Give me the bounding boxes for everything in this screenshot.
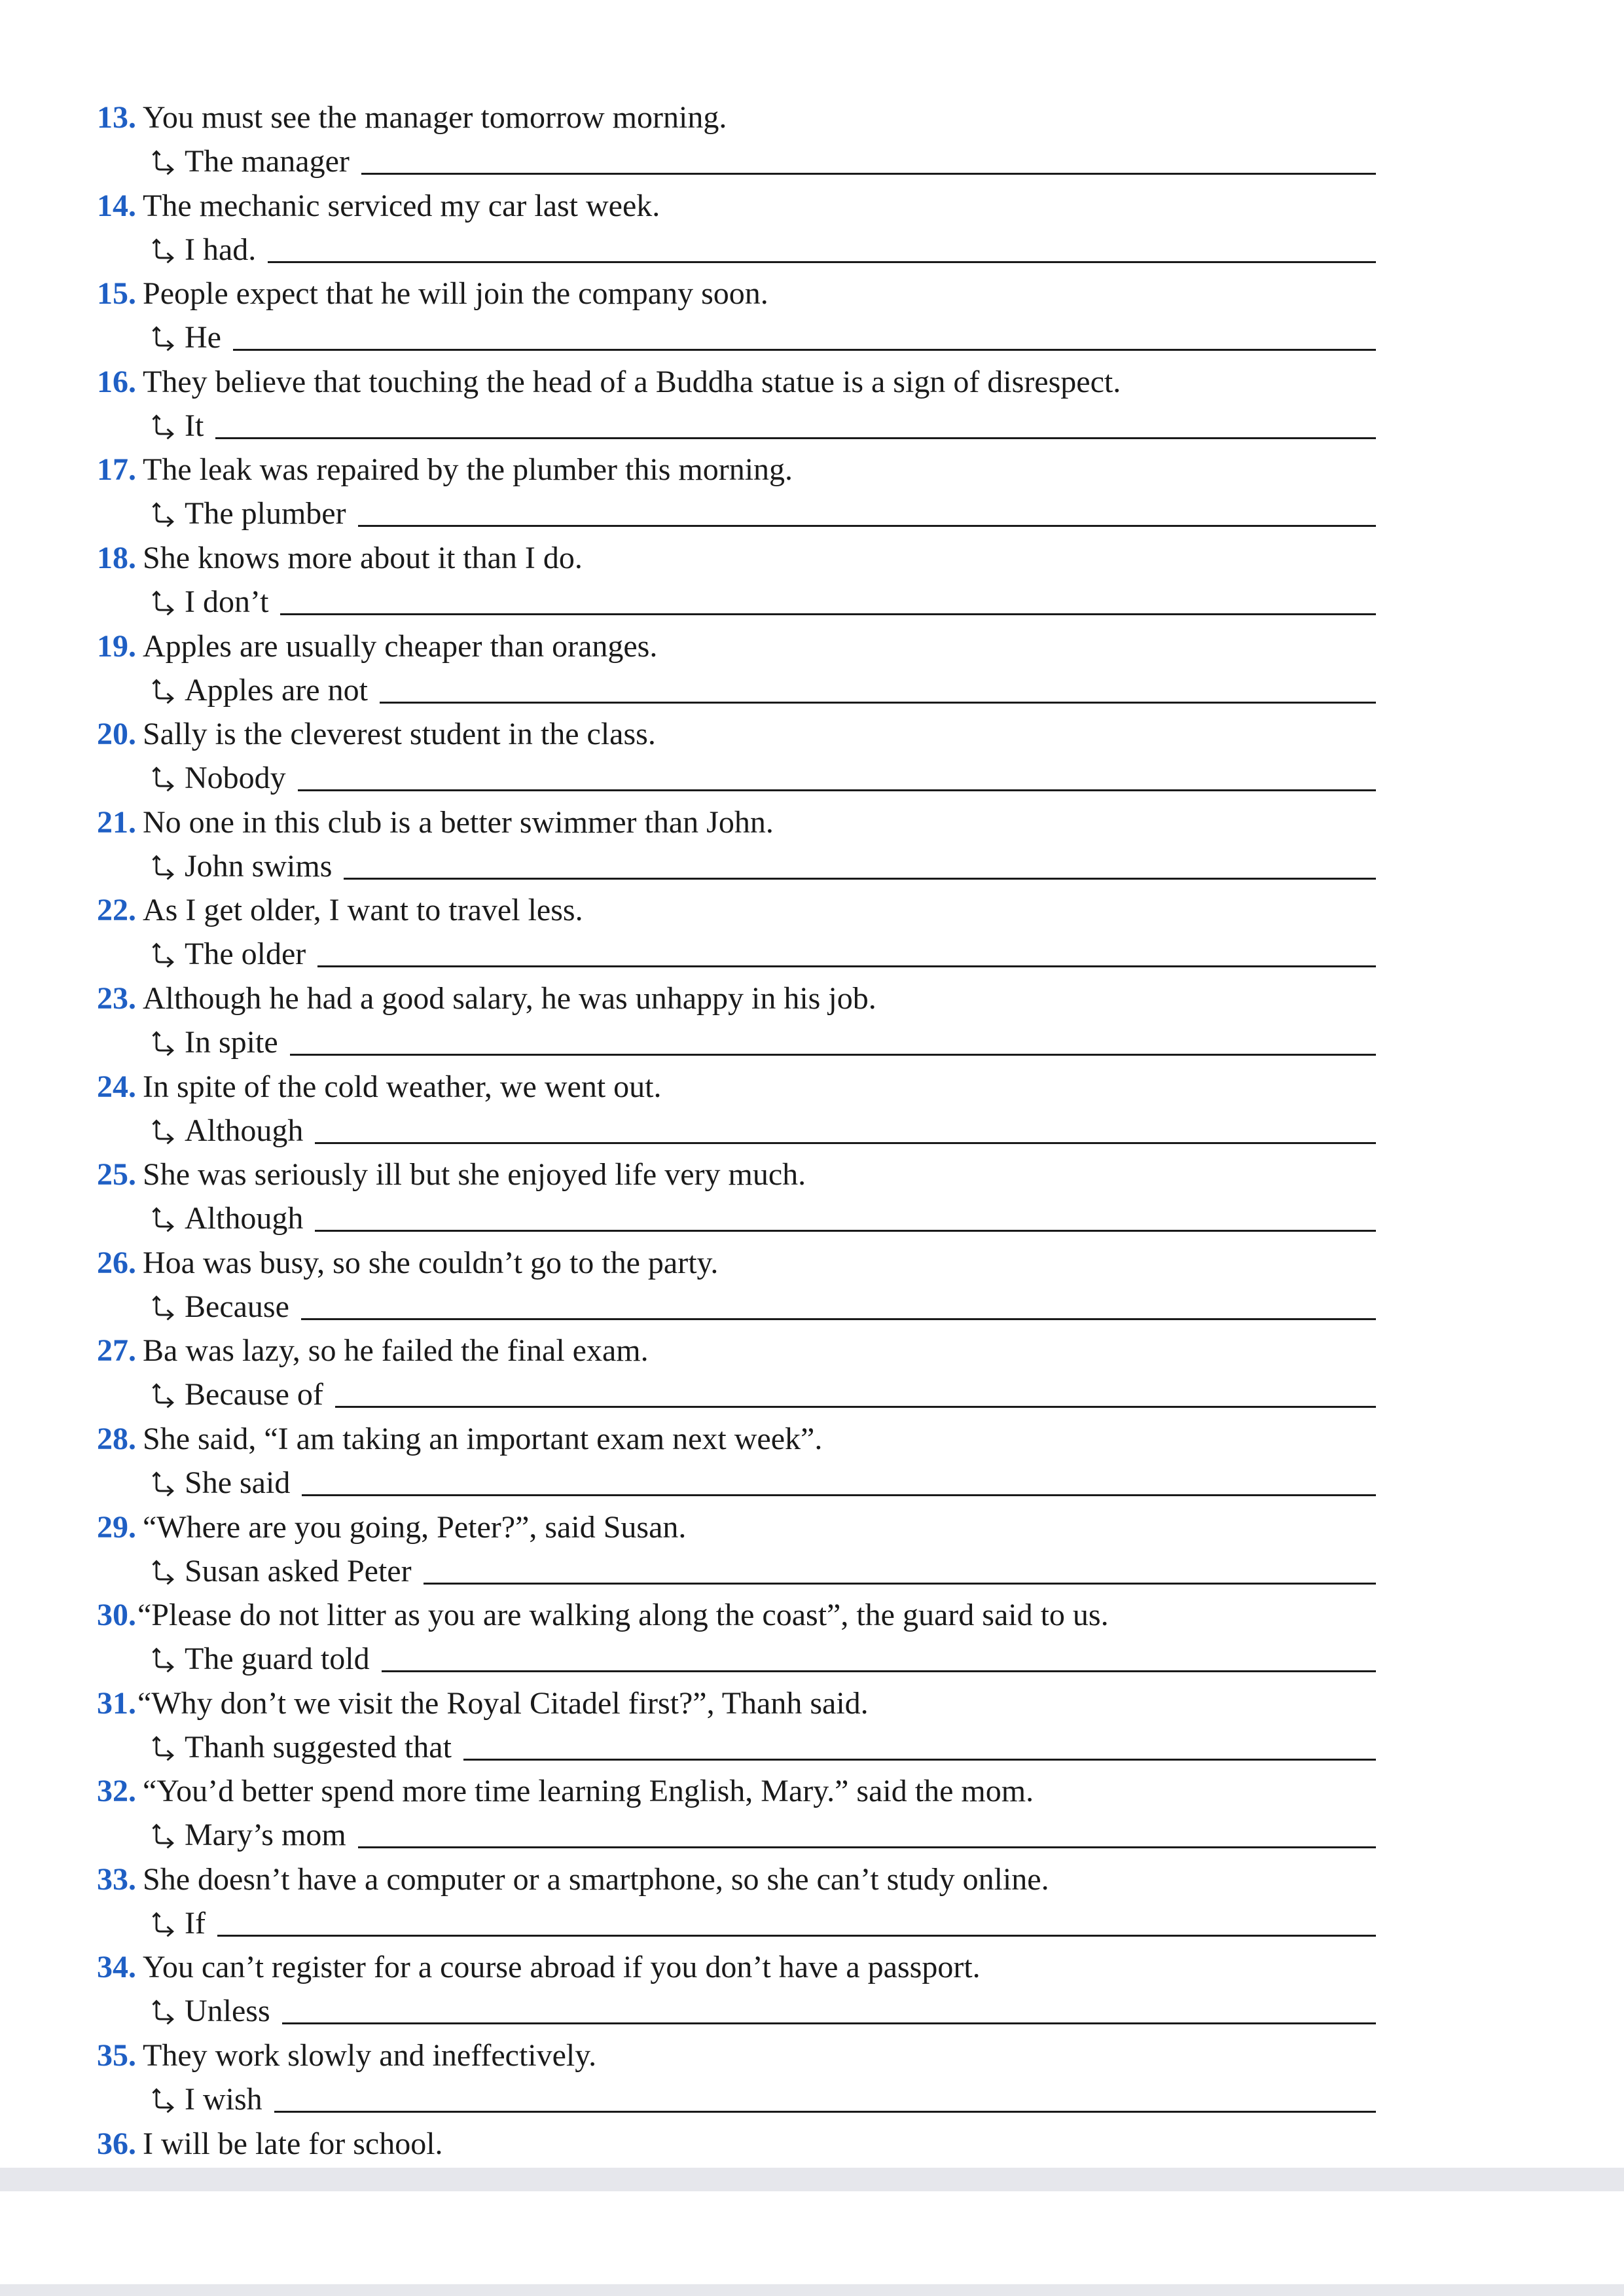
answer-blank-line[interactable]	[463, 1758, 1376, 1761]
hooked-arrow-icon	[149, 1117, 178, 1146]
exercise-number: 28.	[97, 1421, 136, 1456]
hooked-arrow-icon	[149, 500, 178, 529]
hooked-arrow-icon	[149, 677, 178, 706]
exercise-question	[97, 624, 657, 668]
exercise-question	[97, 800, 774, 844]
exercise-question	[97, 2122, 443, 2166]
answer-row	[149, 1461, 1376, 1505]
exercise-number: 24.	[97, 1069, 136, 1104]
exercise-number: 30.	[97, 1598, 136, 1633]
exercise-list	[97, 96, 1376, 2210]
exercise-question	[97, 1417, 822, 1461]
exercise-question-text: As I get older, I want to travel less.	[143, 893, 583, 928]
answer-row	[149, 1109, 1376, 1153]
answer-blank-line[interactable]	[424, 1582, 1376, 1585]
exercise-item	[97, 96, 1376, 184]
answer-blank-line[interactable]	[358, 524, 1376, 527]
exercise-question	[97, 1593, 1109, 1637]
hooked-arrow-icon	[149, 1998, 178, 2026]
exercise-question	[97, 272, 768, 315]
hooked-arrow-icon	[149, 236, 178, 265]
answer-blank-line[interactable]	[282, 2022, 1376, 2024]
hooked-arrow-icon	[149, 1293, 178, 1322]
exercise-number: 23.	[97, 980, 136, 1016]
answer-row	[149, 756, 1376, 800]
answer-blank-line[interactable]	[302, 1494, 1376, 1496]
answer-row	[149, 404, 1376, 448]
exercise-item	[97, 1241, 1376, 1329]
hooked-arrow-icon	[149, 853, 178, 882]
answer-blank-line[interactable]	[233, 348, 1376, 351]
exercise-item	[97, 1153, 1376, 1241]
exercise-question-text: She doesn’t have a computer or a smartphone, so she can’t study online.	[143, 1861, 1049, 1897]
exercise-question-text: The leak was repaired by the plumber this morning.	[143, 452, 793, 488]
answer-blank-line[interactable]	[380, 701, 1376, 704]
answer-prompt: The older	[185, 937, 306, 972]
exercise-question	[97, 712, 656, 756]
exercise-question-text: She knows more about it than I do.	[143, 540, 583, 575]
answer-blank-line[interactable]	[358, 1846, 1376, 1848]
exercise-item	[97, 624, 1376, 713]
exercise-item	[97, 448, 1376, 536]
exercise-item	[97, 1593, 1376, 1681]
exercise-number: 29.	[97, 1509, 136, 1545]
answer-row	[149, 668, 1376, 712]
exercise-question-text: In spite of the cold weather, we went out.	[143, 1069, 662, 1104]
exercise-question-text: People expect that he will join the company soon.	[143, 276, 768, 312]
hooked-arrow-icon	[149, 588, 178, 617]
answer-prompt: The plumber	[185, 496, 346, 531]
exercise-question-text: “Why don’t we visit the Royal Citadel first?”, Thanh said.	[137, 1685, 869, 1721]
exercise-question	[97, 1857, 1049, 1901]
answer-row	[149, 844, 1376, 888]
exercise-item	[97, 360, 1376, 448]
answer-prompt: She said	[185, 1465, 291, 1500]
answer-row	[149, 1285, 1376, 1329]
exercise-question	[97, 96, 727, 139]
exercise-number: 35.	[97, 2038, 136, 2073]
exercise-item	[97, 712, 1376, 800]
answer-prompt: The manager	[185, 144, 350, 179]
page-bottom-band	[0, 2168, 1624, 2191]
exercise-question-text: Apples are usually cheaper than oranges.	[143, 628, 658, 664]
answer-prompt: It	[185, 408, 204, 443]
answer-prompt: The guard told	[185, 1641, 370, 1677]
exercise-question-text: The mechanic serviced my car last week.	[143, 188, 660, 223]
exercise-number: 15.	[97, 276, 136, 312]
answer-row	[149, 1989, 1376, 2033]
exercise-question	[97, 1505, 686, 1549]
page-bottom-band-lower	[0, 2284, 1624, 2296]
exercise-question	[97, 888, 583, 932]
exercise-number: 16.	[97, 364, 136, 399]
exercise-item	[97, 800, 1376, 889]
answer-blank-line[interactable]	[315, 1229, 1376, 1232]
exercise-question	[97, 1241, 718, 1285]
exercise-number: 21.	[97, 804, 136, 840]
exercise-number: 25.	[97, 1157, 136, 1193]
exercise-number: 33.	[97, 1861, 136, 1897]
answer-row	[149, 1725, 1376, 1769]
answer-row	[149, 1196, 1376, 1240]
answer-blank-line[interactable]	[290, 1053, 1376, 1056]
answer-prompt: Unless	[185, 1994, 270, 2029]
exercise-item	[97, 1065, 1376, 1153]
answer-prompt: Because	[185, 1289, 289, 1324]
answer-row	[149, 139, 1376, 183]
hooked-arrow-icon	[149, 148, 178, 177]
answer-row	[149, 492, 1376, 535]
exercise-item	[97, 184, 1376, 272]
answer-blank-line[interactable]	[274, 2110, 1376, 2113]
exercise-question-text: She said, “I am taking an important exam next week”.	[143, 1421, 823, 1456]
answer-prompt: In spite	[185, 1024, 278, 1060]
exercise-question	[97, 1329, 649, 1372]
hooked-arrow-icon	[149, 1821, 178, 1850]
answer-prompt: Susan asked Peter	[185, 1553, 412, 1588]
exercise-number: 19.	[97, 628, 136, 664]
answer-blank-line[interactable]	[215, 437, 1376, 439]
exercise-number: 27.	[97, 1333, 136, 1369]
answer-row	[149, 580, 1376, 624]
exercise-question-text: “Please do not litter as you are walking along the coast”, the guard said to us.	[137, 1598, 1109, 1633]
answer-blank-line[interactable]	[301, 1318, 1376, 1320]
hooked-arrow-icon	[149, 1734, 178, 1763]
answer-prompt: Nobody	[185, 761, 286, 796]
exercise-question	[97, 1945, 981, 1989]
answer-prompt: Mary’s mom	[185, 1818, 346, 1853]
answer-prompt: Thanh suggested that	[185, 1729, 452, 1765]
hooked-arrow-icon	[149, 2086, 178, 2115]
answer-blank-line[interactable]	[344, 877, 1376, 880]
exercise-number: 31.	[97, 1685, 136, 1721]
exercise-question-text: Sally is the cleverest student in the class.	[143, 717, 656, 752]
exercise-question	[97, 184, 660, 228]
exercise-question	[97, 1153, 806, 1196]
exercise-item	[97, 1945, 1376, 2034]
answer-blank-line[interactable]	[298, 789, 1376, 791]
answer-row	[149, 228, 1376, 272]
answer-blank-line[interactable]	[317, 965, 1376, 967]
answer-row	[149, 932, 1376, 976]
answer-prompt: Apples are not	[185, 672, 368, 708]
hooked-arrow-icon	[149, 1381, 178, 1410]
answer-prompt: If	[185, 1905, 206, 1941]
exercise-number: 20.	[97, 717, 136, 752]
exercise-question	[97, 1065, 662, 1109]
exercise-question-text: Ba was lazy, so he failed the final exam.	[143, 1333, 649, 1369]
answer-row	[149, 2077, 1376, 2121]
exercise-question	[97, 360, 1121, 404]
exercise-question	[97, 1769, 1034, 1813]
exercise-item	[97, 1417, 1376, 1505]
exercise-number: 14.	[97, 188, 136, 223]
exercise-question-text: No one in this club is a better swimmer than John.	[143, 804, 774, 840]
exercise-item	[97, 1857, 1376, 1946]
hooked-arrow-icon	[149, 764, 178, 793]
exercise-question-text: She was seriously ill but she enjoyed life very much.	[143, 1157, 806, 1193]
exercise-number: 17.	[97, 452, 136, 488]
exercise-item	[97, 2122, 1376, 2210]
exercise-item	[97, 2034, 1376, 2122]
exercise-item	[97, 272, 1376, 360]
exercise-question-text: “You’d better spend more time learning English, Mary.” said the mom.	[143, 1774, 1034, 1809]
hooked-arrow-icon	[149, 1910, 178, 1939]
answer-row	[149, 1901, 1376, 1945]
exercise-item	[97, 536, 1376, 624]
answer-prompt: Although	[185, 1113, 304, 1148]
answer-row	[149, 1020, 1376, 1064]
answer-row	[149, 315, 1376, 359]
exercise-item	[97, 1769, 1376, 1857]
hooked-arrow-icon	[149, 324, 178, 353]
hooked-arrow-icon	[149, 412, 178, 441]
hooked-arrow-icon	[149, 1558, 178, 1587]
answer-blank-line[interactable]	[280, 613, 1376, 615]
exercise-number: 36.	[97, 2126, 136, 2161]
exercise-number: 26.	[97, 1245, 136, 1280]
answer-prompt: I had.	[185, 232, 257, 267]
answer-row	[149, 1637, 1376, 1681]
exercise-question-text: You must see the manager tomorrow morning.	[143, 100, 727, 135]
exercise-item	[97, 1505, 1376, 1594]
exercise-question	[97, 536, 583, 580]
answer-row	[149, 1372, 1376, 1416]
exercise-question-text: You can’t register for a course abroad if you don’t have a passport.	[143, 1950, 981, 1985]
answer-prompt: He	[185, 320, 221, 355]
answer-blank-line[interactable]	[361, 172, 1376, 175]
exercise-question	[97, 1681, 869, 1725]
answer-prompt: Although	[185, 1201, 304, 1236]
exercise-question-text: Although he had a good salary, he was unhappy in his job.	[143, 980, 876, 1016]
exercise-question	[97, 977, 876, 1020]
exercise-number: 18.	[97, 540, 136, 575]
hooked-arrow-icon	[149, 1645, 178, 1674]
exercise-question	[97, 448, 793, 492]
answer-blank-line[interactable]	[382, 1670, 1376, 1672]
exercise-question-text: They work slowly and ineffectively.	[143, 2038, 597, 2073]
exercise-number: 22.	[97, 893, 136, 928]
exercise-question-text: “Where are you going, Peter?”, said Susan.	[143, 1509, 687, 1545]
exercise-item	[97, 1329, 1376, 1417]
answer-prompt: I don’t	[185, 584, 269, 619]
answer-prompt: John swims	[185, 848, 333, 884]
hooked-arrow-icon	[149, 1205, 178, 1234]
answer-blank-line[interactable]	[217, 1934, 1376, 1937]
exercise-item	[97, 977, 1376, 1065]
exercise-question	[97, 2034, 596, 2077]
exercise-item	[97, 888, 1376, 977]
hooked-arrow-icon	[149, 1029, 178, 1058]
exercise-number: 32.	[97, 1774, 136, 1809]
answer-row	[149, 1549, 1376, 1593]
hooked-arrow-icon	[149, 941, 178, 969]
answer-blank-line[interactable]	[268, 260, 1376, 263]
answer-row	[149, 1813, 1376, 1857]
answer-prompt: Because of	[185, 1377, 323, 1412]
exercise-question-text: I will be late for school.	[143, 2126, 443, 2161]
answer-blank-line[interactable]	[335, 1405, 1376, 1408]
exercise-item	[97, 1681, 1376, 1770]
exercise-question-text: Hoa was busy, so she couldn’t go to the party.	[143, 1245, 719, 1280]
exercise-number: 34.	[97, 1950, 136, 1985]
answer-blank-line[interactable]	[315, 1141, 1376, 1144]
hooked-arrow-icon	[149, 1469, 178, 1498]
answer-prompt: I wish	[185, 2082, 262, 2117]
exercise-question-text: They believe that touching the head of a Buddha statue is a sign of disrespect.	[143, 364, 1121, 399]
exercise-number: 13.	[97, 100, 136, 135]
